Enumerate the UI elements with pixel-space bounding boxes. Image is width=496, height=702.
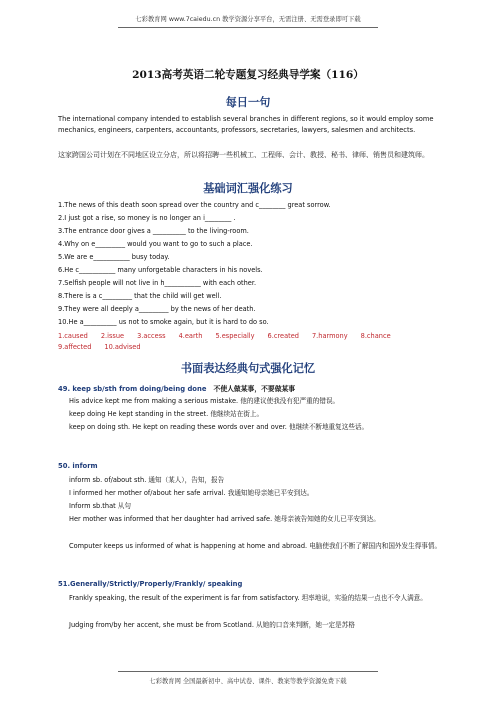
daily-sentence-cn: 这家跨国公司计划在不同地区设立分店，所以将招聘一些机械工、工程师、会计、教授、秘书、律师、销售员和建筑师。 [58, 151, 429, 159]
vocab-item: 9.They were all deeply a_________ by the news of her death. [58, 305, 256, 313]
answer: 9.affected [58, 343, 92, 351]
vocab-item: 5.We are e___________ busy today. [58, 253, 170, 261]
pattern-heading-51: 51.Generally/Strictly/Properly/Frankly/ speaking [58, 580, 243, 588]
footer-divider [118, 671, 378, 672]
pattern-heading-50: 50. inform [58, 462, 98, 470]
example-line: Inform sb.that 从句 [69, 502, 131, 510]
answer: 8.chance [360, 332, 391, 340]
section-heading-vocab: 基础词汇强化练习 [203, 181, 293, 195]
daily-sentence-en: The international company intended to establish several branches in different regions, so it would employ some mechanics, engineers, carpenters, accountants, professors, secretaries, lawyers, salesmen and architects. [58, 115, 434, 134]
vocab-item: 2.I just got a rise, so money is no longer an i________ . [58, 214, 236, 222]
example-line: keep on doing sth. He kept on reading these words over and over. 他继续不断地重复这些话。 [69, 423, 369, 431]
vocab-item: 10.He a__________ us not to smoke again, but it is hard to do so. [58, 318, 269, 326]
example-line: Frankly speaking, the result of the experiment is far from satisfactory. 坦率地说，实验的结果一点也不令人满意。 [69, 594, 427, 602]
header-divider [118, 27, 378, 28]
example-line: Judging from/by her accent, she must be from Scotland. 从她的口音来判断，她一定是苏格 [69, 621, 355, 629]
page-header: 七彩教育网 www.7caiedu.cn 教学资源分享平台，无需注册、无需登录即可下载 [135, 16, 361, 23]
example-line: inform sb. of/about sth. 通知（某人），告知，报告 [69, 476, 225, 484]
vocab-item: 6.He c___________ many unforgetable characters in his novels. [58, 266, 263, 274]
example-line: I informed her mother of/about her safe arrival. 我通知她母亲她已平安到达。 [69, 489, 314, 497]
vocab-item: 1.The news of this death soon spread over the country and c________ great sorrow. [58, 201, 331, 209]
pattern-heading-49 [58, 383, 295, 393]
example-line: Her mother was informed that her daughter had arrived safe. 她母亲被告知她的女儿已平安到达。 [69, 515, 380, 523]
example-line: Computer keeps us informed of what is happening at home and abroad. 电脑使我们不断了解国内和国外发生得事情。 [69, 542, 442, 550]
answer: 10.advised [104, 343, 141, 351]
answer: 7.harmony [311, 332, 348, 340]
section-heading-sentences: 书面表达经典句式强化记忆 [180, 361, 316, 375]
example-line: keep doing He kept standing in the street. 他继续站在街上。 [69, 410, 264, 418]
answer: 6.created [267, 332, 299, 340]
vocab-item: 8.There is a c_________ that the child will get well. [58, 292, 222, 300]
answer-key [58, 331, 448, 353]
example-line: His advice kept me from making a serious mistake. 他的建议使我没有犯严重的错误。 [69, 397, 340, 405]
answer: 2.issue [100, 332, 125, 340]
vocab-item: 4.Why on e_________ would you want to go to such a place. [58, 240, 253, 248]
page-title: 2013高考英语二轮专题复习经典导学案（116） [132, 69, 364, 81]
vocab-item: 7.Selfish people will not live in h___________ with each other. [58, 279, 257, 287]
answer: 5.especially [215, 332, 255, 340]
page-footer: 七彩教育网 全国最新初中、高中试卷、课件、教案等教学资源免费下载 [149, 678, 347, 685]
section-heading-daily: 每日一句 [225, 95, 271, 109]
pattern-heading-cn: 不使人做某事，不要做某事 [213, 385, 296, 393]
answer: 3.access [137, 332, 166, 340]
answer: 4.earth [178, 332, 203, 340]
answer: 1.caused [58, 332, 88, 340]
pattern-heading-en: 49. keep sb/sth from doing/being done [58, 385, 207, 393]
vocab-item: 3.The entrance door gives a __________ to the living-room. [58, 227, 249, 235]
